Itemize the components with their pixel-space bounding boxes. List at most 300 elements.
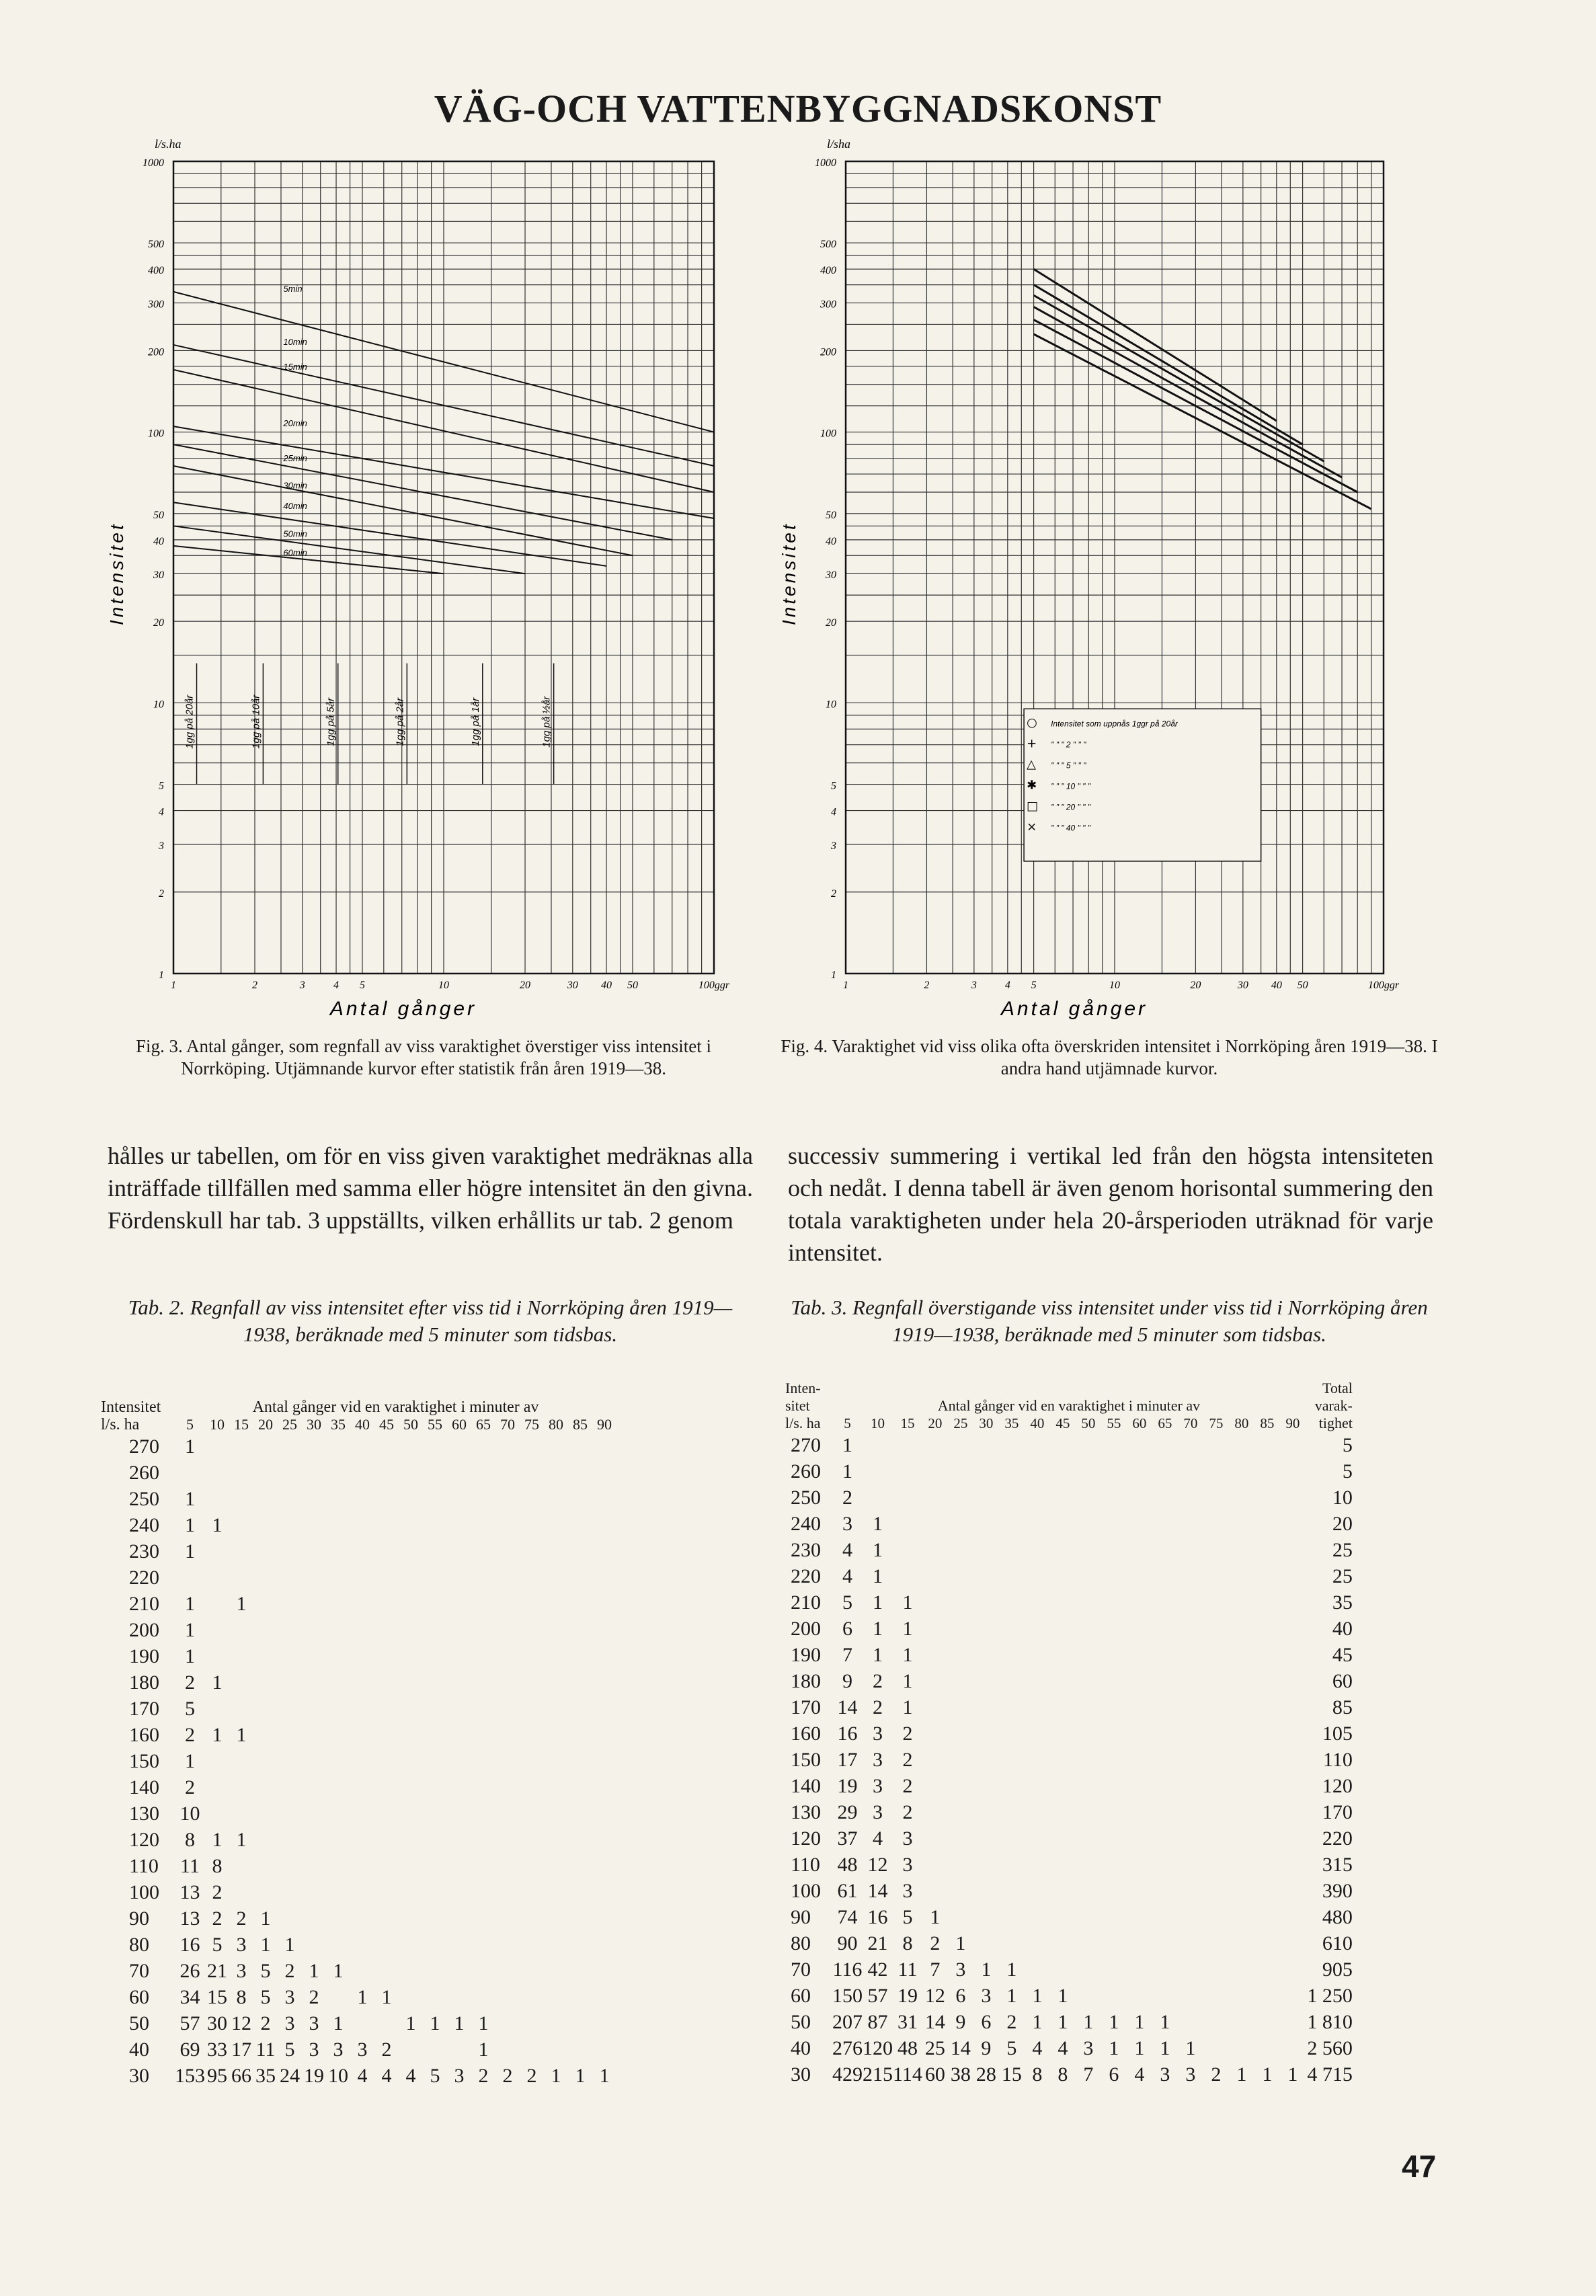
table-cell: 1 bbox=[185, 1593, 195, 1615]
table-cell bbox=[1152, 1694, 1178, 1720]
table-cell bbox=[922, 1485, 948, 1511]
table-cell-intensity: 100 bbox=[791, 1880, 821, 1902]
frequency-line bbox=[1034, 295, 1324, 461]
table-row bbox=[785, 1668, 1353, 1694]
table-cell bbox=[399, 1932, 423, 1958]
table-cell bbox=[1127, 1904, 1152, 1930]
table-cell bbox=[1178, 1616, 1203, 1642]
table-cell: 3 bbox=[454, 2065, 465, 2087]
table-cell bbox=[1178, 1930, 1203, 1956]
table-cell bbox=[973, 1852, 999, 1878]
table-cell: 13 bbox=[179, 1907, 200, 1930]
x-tick-label: 1 bbox=[843, 980, 848, 991]
table-cell: 2 bbox=[502, 2065, 513, 2087]
table-cell bbox=[568, 1696, 592, 1722]
table-cell: 3 bbox=[842, 1513, 852, 1535]
table-cell bbox=[1254, 2009, 1280, 2035]
table-cell bbox=[205, 1460, 229, 1486]
table-cell: 15 bbox=[207, 1986, 227, 2008]
table-cell bbox=[1280, 1563, 1306, 1589]
table-cell bbox=[1203, 1694, 1229, 1720]
table-cell-intensity: 110 bbox=[129, 1855, 159, 1877]
table-cell bbox=[544, 1774, 568, 1800]
table-cell: 1 bbox=[1083, 2011, 1094, 2033]
table-cell: 114 bbox=[893, 2063, 922, 2086]
table-cell bbox=[326, 1643, 350, 1669]
table-cell: 1 bbox=[309, 1960, 319, 1982]
x-tick-label: 10 bbox=[1109, 980, 1120, 991]
table-cell bbox=[893, 1511, 922, 1537]
table-cell bbox=[973, 1616, 999, 1642]
duration-label: 60min bbox=[283, 547, 307, 558]
table-cell bbox=[999, 1930, 1025, 1956]
y-tick-label: 400 bbox=[820, 265, 836, 277]
table-cell: 3 bbox=[902, 1827, 913, 1850]
figure-4 bbox=[773, 128, 1439, 1029]
table-cell: 1 bbox=[185, 1645, 195, 1667]
table-cell bbox=[302, 1696, 326, 1722]
table-cell: 7 bbox=[842, 1644, 852, 1666]
table-cell bbox=[1280, 2009, 1306, 2035]
table-cell: 1 bbox=[1160, 2037, 1170, 2059]
table-cell bbox=[253, 1800, 278, 1827]
table-cell bbox=[520, 1643, 544, 1669]
table-cell bbox=[1254, 1956, 1280, 1983]
x-tick-label: 3 bbox=[299, 980, 305, 991]
table-cell bbox=[278, 1460, 302, 1486]
table-cell: 13 bbox=[179, 1881, 200, 1903]
table-cell bbox=[302, 1565, 326, 1591]
table-row bbox=[101, 1905, 616, 1932]
table-cell bbox=[1127, 1511, 1152, 1537]
table-cell bbox=[1254, 1799, 1280, 1825]
table-cell bbox=[948, 1432, 973, 1458]
table-cell bbox=[495, 1538, 520, 1565]
table-cell bbox=[350, 1512, 374, 1538]
table-cell bbox=[948, 1537, 973, 1563]
table-cell bbox=[374, 1565, 399, 1591]
table-cell bbox=[447, 1800, 471, 1827]
table-cell bbox=[1280, 1694, 1306, 1720]
table-cell bbox=[1254, 1485, 1280, 1511]
table-cell bbox=[1280, 2035, 1306, 2061]
table-cell bbox=[495, 1617, 520, 1643]
table-cell bbox=[948, 1878, 973, 1904]
table-cell bbox=[374, 1905, 399, 1932]
table-cell bbox=[999, 1852, 1025, 1878]
table-cell bbox=[1152, 1956, 1178, 1983]
table-cell bbox=[1203, 1878, 1229, 1904]
table-cell bbox=[399, 1565, 423, 1591]
table-cell bbox=[495, 1512, 520, 1538]
table-cell bbox=[1076, 1983, 1101, 2009]
table-cell bbox=[1229, 1747, 1254, 1773]
table-cell bbox=[1229, 1983, 1254, 2009]
table-cell bbox=[1025, 1825, 1050, 1852]
table-cell bbox=[1254, 1616, 1280, 1642]
table-cell bbox=[999, 1537, 1025, 1563]
table-cell bbox=[326, 1460, 350, 1486]
table-cell bbox=[1076, 1878, 1101, 1904]
y-tick-label: 20 bbox=[826, 617, 836, 629]
table-cell bbox=[1254, 1668, 1280, 1694]
table-cell bbox=[520, 2036, 544, 2063]
table-cell: 1 bbox=[873, 1513, 883, 1535]
table-cell: 10 bbox=[179, 1803, 200, 1825]
y-tick-label: 100 bbox=[820, 428, 836, 440]
table-cell bbox=[1178, 1458, 1203, 1485]
table-row bbox=[785, 1720, 1353, 1747]
table-cell bbox=[592, 1774, 616, 1800]
table-cell: 3 bbox=[955, 1958, 966, 1981]
table-cell bbox=[423, 1853, 447, 1879]
table-cell bbox=[1050, 1432, 1076, 1458]
table-cell bbox=[278, 1512, 302, 1538]
table-cell: 8 bbox=[236, 1986, 247, 2008]
table-cell bbox=[326, 1538, 350, 1565]
table-cell bbox=[1050, 1668, 1076, 1694]
table-cell: 3 bbox=[236, 1960, 247, 1982]
table-cell bbox=[1178, 1747, 1203, 1773]
table-cell: 1 bbox=[1160, 2011, 1170, 2033]
table-cell: 1 bbox=[185, 1514, 195, 1536]
table-cell bbox=[399, 1905, 423, 1932]
table-cell bbox=[544, 2036, 568, 2063]
table-cell bbox=[229, 1460, 253, 1486]
table-row bbox=[785, 1930, 1353, 1956]
table-cell bbox=[302, 1669, 326, 1696]
table-cell bbox=[999, 1773, 1025, 1799]
table-cell bbox=[922, 1668, 948, 1694]
x-tick-label: 5 bbox=[359, 980, 365, 991]
table-cell bbox=[544, 1958, 568, 1984]
table-cell bbox=[1076, 1747, 1101, 1773]
table-cell bbox=[1229, 1616, 1254, 1642]
table-cell bbox=[278, 1617, 302, 1643]
table-cell bbox=[973, 1694, 999, 1720]
table-cell: 3 bbox=[1160, 2063, 1170, 2086]
table-cell bbox=[302, 1722, 326, 1748]
table-cell: 1 bbox=[1006, 1985, 1017, 2007]
table-cell bbox=[1254, 1878, 1280, 1904]
table-row bbox=[101, 1565, 616, 1591]
table-3-head-minute: 15 bbox=[900, 1415, 915, 1431]
table-cell bbox=[1203, 1485, 1229, 1511]
table-cell bbox=[520, 1565, 544, 1591]
table-cell bbox=[1254, 1511, 1280, 1537]
table-cell: 3 bbox=[873, 1723, 883, 1745]
y-tick-label: 10 bbox=[153, 699, 164, 711]
table-cell: 1 bbox=[236, 1724, 247, 1746]
table-cell bbox=[1025, 1904, 1050, 1930]
table-cell bbox=[1050, 1642, 1076, 1668]
table-row bbox=[101, 1669, 616, 1696]
table-cell: 1 bbox=[551, 2065, 561, 2087]
table-2-head-minute: 70 bbox=[500, 1416, 515, 1433]
table-cell bbox=[447, 1486, 471, 1512]
table-cell bbox=[1127, 1747, 1152, 1773]
table-cell-intensity: 240 bbox=[791, 1513, 821, 1535]
table-cell bbox=[1076, 1537, 1101, 1563]
table-cell: 1 bbox=[1134, 2011, 1145, 2033]
table-cell bbox=[999, 1616, 1025, 1642]
table-row bbox=[101, 1696, 616, 1722]
table-cell bbox=[253, 1591, 278, 1617]
table-cell-intensity: 160 bbox=[791, 1723, 821, 1745]
table-cell bbox=[1203, 1589, 1229, 1616]
table-cell bbox=[1101, 1694, 1127, 1720]
table-cell bbox=[520, 1958, 544, 1984]
table-cell: 5 bbox=[260, 1960, 271, 1982]
table-cell bbox=[520, 1669, 544, 1696]
table-cell bbox=[592, 1669, 616, 1696]
table-cell bbox=[1178, 1668, 1203, 1694]
table-cell: 116 bbox=[832, 1958, 863, 1981]
table-cell bbox=[253, 1538, 278, 1565]
table-cell bbox=[1280, 1878, 1306, 1904]
y-tick-label: 40 bbox=[153, 535, 164, 547]
table-cell: 33 bbox=[207, 2038, 227, 2061]
table-cell bbox=[495, 1486, 520, 1512]
table-cell bbox=[374, 1538, 399, 1565]
table-cell: 2 bbox=[309, 1986, 319, 2008]
table-cell bbox=[350, 1696, 374, 1722]
table-cell bbox=[544, 1932, 568, 1958]
table-cell-intensity: 90 bbox=[129, 1907, 149, 1930]
y-tick-label: 200 bbox=[148, 346, 164, 358]
table-cell bbox=[253, 1460, 278, 1486]
y-axis-label: Intensitet bbox=[779, 522, 799, 626]
table-cell bbox=[1178, 1904, 1203, 1930]
table-cell: 5 bbox=[212, 1934, 223, 1956]
table-cell-total: 45 bbox=[1332, 1644, 1353, 1666]
table-cell: 3 bbox=[309, 2038, 319, 2061]
table-cell bbox=[1152, 1825, 1178, 1852]
table-cell bbox=[423, 1722, 447, 1748]
table-cell bbox=[471, 1722, 495, 1748]
table-cell: 1 bbox=[236, 1593, 247, 1615]
table-cell bbox=[495, 1460, 520, 1486]
table-row bbox=[785, 1825, 1353, 1852]
figure-3-caption: Fig. 3. Antal gånger, som regnfall av viss varaktighet överstiger viss intensitet i Norrköping. Utjämnande kurvor efter statistik från åren 1919—38. bbox=[135, 1036, 711, 1078]
table-cell bbox=[1178, 1878, 1203, 1904]
table-cell-total: 905 bbox=[1322, 1958, 1353, 1981]
table-cell: 8 bbox=[212, 1855, 223, 1877]
table-cell bbox=[948, 1458, 973, 1485]
table-cell bbox=[999, 1904, 1025, 1930]
legend-symbol: ✱ bbox=[1027, 778, 1037, 793]
table-cell bbox=[592, 1853, 616, 1879]
table-cell bbox=[423, 1984, 447, 2010]
table-cell-total: 4 715 bbox=[1307, 2063, 1353, 2086]
table-2-head-minute: 25 bbox=[282, 1416, 297, 1433]
table-cell bbox=[922, 1537, 948, 1563]
table-cell: 14 bbox=[924, 2011, 945, 2033]
table-row bbox=[101, 1433, 616, 1460]
table-cell bbox=[1050, 1852, 1076, 1878]
table-3-head-total: Total varak-tighet bbox=[1314, 1380, 1353, 1431]
table-cell bbox=[399, 1643, 423, 1669]
table-cell bbox=[948, 1485, 973, 1511]
table-cell bbox=[1254, 1563, 1280, 1589]
x-tick-label: 5 bbox=[1031, 980, 1037, 991]
table-cell-intensity: 40 bbox=[791, 2037, 811, 2059]
table-cell: 2 bbox=[842, 1487, 852, 1509]
table-cell bbox=[1178, 1537, 1203, 1563]
table-cell bbox=[520, 1538, 544, 1565]
table-cell bbox=[447, 1669, 471, 1696]
table-cell bbox=[1280, 1983, 1306, 2009]
x-tick-label: 3 bbox=[971, 980, 977, 991]
table-cell bbox=[544, 1565, 568, 1591]
table-cell: 1 bbox=[1032, 1985, 1043, 2007]
table-cell bbox=[948, 1904, 973, 1930]
table-cell bbox=[948, 1668, 973, 1694]
table-cell bbox=[326, 1827, 350, 1853]
table-cell bbox=[1280, 1904, 1306, 1930]
table-cell bbox=[520, 1486, 544, 1512]
table-cell bbox=[471, 1538, 495, 1565]
table-cell bbox=[1076, 1852, 1101, 1878]
table-cell bbox=[423, 1827, 447, 1853]
table-cell: 1 bbox=[873, 1644, 883, 1666]
table-cell bbox=[1050, 1720, 1076, 1747]
table-cell bbox=[999, 1485, 1025, 1511]
table-3-head-minute: 35 bbox=[1004, 1415, 1019, 1431]
table-row bbox=[101, 1853, 616, 1879]
table-cell: 3 bbox=[333, 2038, 344, 2061]
table-cell bbox=[1127, 1589, 1152, 1616]
table-cell bbox=[922, 1799, 948, 1825]
duration-label: 40min bbox=[283, 501, 307, 512]
duration-label: 30min bbox=[283, 480, 307, 491]
table-3-head-minute: 25 bbox=[953, 1415, 968, 1431]
table-cell: 1 bbox=[955, 1932, 966, 1954]
table-cell bbox=[1229, 1904, 1254, 1930]
table-cell: 2 bbox=[478, 2065, 489, 2087]
table-cell bbox=[544, 1984, 568, 2010]
table-cell bbox=[1254, 1983, 1280, 2009]
y-tick-label: 2 bbox=[159, 887, 164, 900]
table-cell bbox=[520, 1460, 544, 1486]
table-cell bbox=[973, 1825, 999, 1852]
table-cell: 3 bbox=[981, 1985, 992, 2007]
table-cell bbox=[1280, 1930, 1306, 1956]
table-cell bbox=[568, 1460, 592, 1486]
table-cell bbox=[326, 1565, 350, 1591]
table-cell: 17 bbox=[231, 2038, 251, 2061]
table-cell bbox=[374, 1460, 399, 1486]
table-cell-total: 170 bbox=[1322, 1801, 1353, 1823]
table-cell bbox=[1229, 1458, 1254, 1485]
table-cell bbox=[1025, 1747, 1050, 1773]
table-cell bbox=[1025, 1878, 1050, 1904]
table-cell bbox=[229, 1643, 253, 1669]
table-cell bbox=[326, 1800, 350, 1827]
table-cell bbox=[1025, 1852, 1050, 1878]
table-cell bbox=[973, 1747, 999, 1773]
table-cell: 3 bbox=[357, 2038, 368, 2061]
table-cell: 14 bbox=[867, 1880, 888, 1902]
table-cell: 8 bbox=[185, 1829, 195, 1851]
table-3-head-minute: 40 bbox=[1030, 1415, 1045, 1431]
table-cell bbox=[399, 1722, 423, 1748]
table-cell bbox=[471, 1486, 495, 1512]
table-cell-intensity: 140 bbox=[129, 1776, 159, 1798]
table-cell bbox=[520, 1905, 544, 1932]
table-cell bbox=[1280, 1589, 1306, 1616]
table-cell: 2 bbox=[873, 1670, 883, 1692]
table-cell bbox=[1280, 1485, 1306, 1511]
table-cell bbox=[1254, 1904, 1280, 1930]
table-cell bbox=[1152, 1616, 1178, 1642]
table-cell-intensity: 270 bbox=[129, 1435, 159, 1458]
table-cell bbox=[423, 1433, 447, 1460]
table-cell bbox=[1203, 2035, 1229, 2061]
table-cell: 42 bbox=[867, 1958, 888, 1981]
table-cell: 4 bbox=[1134, 2063, 1145, 2086]
table-cell bbox=[1152, 1668, 1178, 1694]
table-cell bbox=[374, 1853, 399, 1879]
table-cell: 15 bbox=[1001, 2063, 1022, 2086]
table-cell: 3 bbox=[284, 2012, 295, 2034]
table-cell: 5 bbox=[284, 2038, 295, 2061]
table-cell bbox=[399, 1696, 423, 1722]
table-cell bbox=[302, 1748, 326, 1774]
table-cell bbox=[471, 1958, 495, 1984]
table-cell: 8 bbox=[1058, 2063, 1068, 2086]
table-cell: 9 bbox=[955, 2011, 966, 2033]
table-cell bbox=[423, 1774, 447, 1800]
table-cell: 3 bbox=[873, 1775, 883, 1797]
table-cell bbox=[1229, 1878, 1254, 1904]
table-cell bbox=[423, 1879, 447, 1905]
table-cell bbox=[399, 2036, 423, 2063]
table-cell bbox=[1254, 1720, 1280, 1747]
table-cell bbox=[447, 1722, 471, 1748]
table-cell bbox=[350, 1617, 374, 1643]
table-cell bbox=[1025, 1589, 1050, 1616]
table-cell-intensity: 200 bbox=[791, 1618, 821, 1640]
table-cell bbox=[1127, 1956, 1152, 1983]
table-cell bbox=[447, 1853, 471, 1879]
table-cell bbox=[922, 1720, 948, 1747]
table-cell bbox=[999, 1720, 1025, 1747]
table-cell bbox=[922, 1458, 948, 1485]
table-cell bbox=[302, 1932, 326, 1958]
table-cell bbox=[447, 1460, 471, 1486]
table-cell bbox=[423, 1748, 447, 1774]
table-cell: 7 bbox=[930, 1958, 941, 1981]
table-row bbox=[101, 2010, 616, 2036]
table-cell bbox=[423, 1905, 447, 1932]
table-row bbox=[101, 1460, 616, 1486]
table-cell: 95 bbox=[207, 2065, 227, 2087]
frequency-line bbox=[1034, 285, 1303, 445]
table-cell bbox=[253, 1696, 278, 1722]
table-cell: 4 bbox=[405, 2065, 416, 2087]
table-cell bbox=[495, 1879, 520, 1905]
table-cell bbox=[1025, 1720, 1050, 1747]
table-cell bbox=[520, 1774, 544, 1800]
table-cell: 8 bbox=[1032, 2063, 1043, 2086]
table-cell bbox=[350, 1853, 374, 1879]
table-cell: 1 bbox=[333, 1960, 344, 1982]
table-cell bbox=[302, 1800, 326, 1827]
table-cell bbox=[999, 1589, 1025, 1616]
table-cell: 48 bbox=[837, 1854, 858, 1876]
table-3-head-minute: 5 bbox=[844, 1415, 851, 1431]
